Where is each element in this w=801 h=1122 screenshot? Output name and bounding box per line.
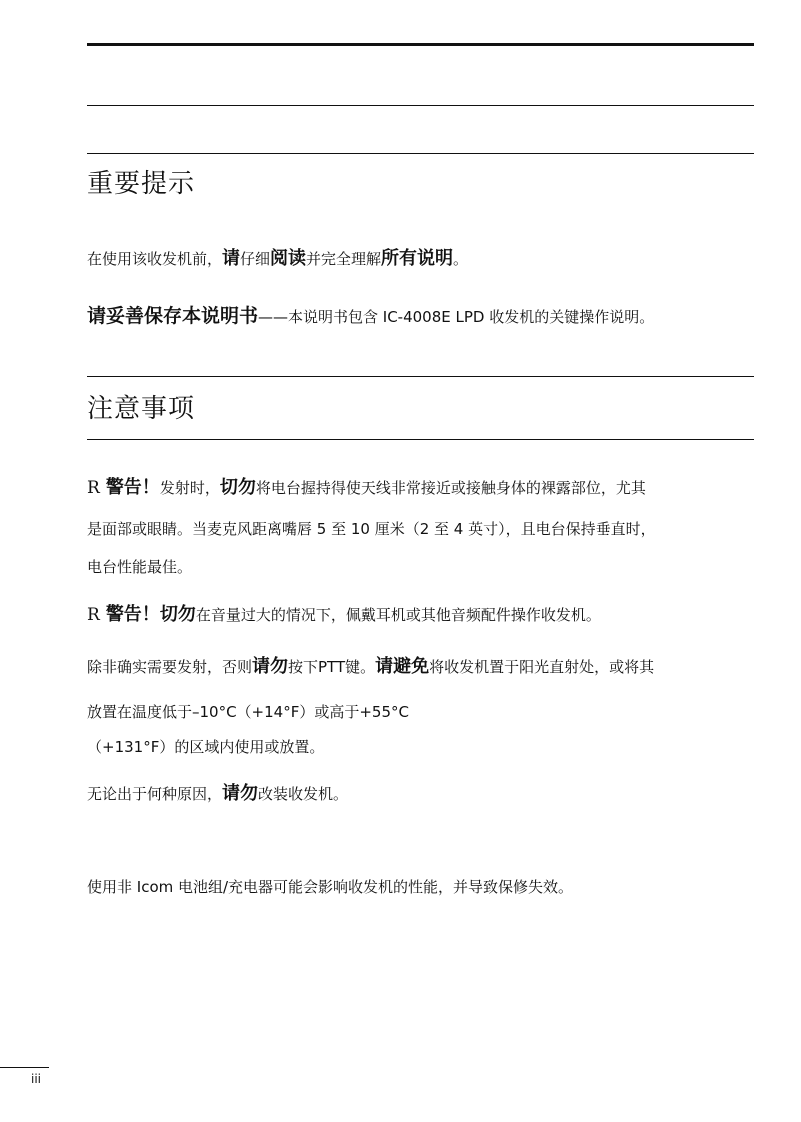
top-rule — [87, 43, 754, 46]
footer-rule — [0, 1067, 49, 1068]
intro-paragraph: 在使用该收发机前，请仔细阅读并完全理解所有说明。 — [87, 248, 469, 269]
warning-label: 警告！ — [105, 477, 160, 498]
battery-paragraph: 使用非 Icom 电池组/充电器可能会影响收发机的性能，并导致保修失效。 — [87, 878, 574, 896]
transmit-paragraph-line-2: 放置在温度低于–10°C（+14°F）或高于+55°C — [87, 703, 409, 721]
warning-2: R 警告！切勿在音量过大的情况下，佩戴耳机或其他音频配件操作收发机。 — [87, 604, 601, 625]
warning-mark-icon: R — [87, 605, 100, 625]
warning-1-line-2: 是面部或眼睛。当麦克风距离嘴唇 5 至 10 厘米（2 至 4 英寸），且电台保持垂直时， — [87, 520, 656, 538]
warning-mark-icon: R — [87, 478, 100, 498]
keep-manual-paragraph: 请妥善保存本说明书——本说明书包含 IC-4008E LPD 收发机的关键操作说明。 — [87, 305, 655, 327]
page-number: iii — [31, 1072, 42, 1086]
transmit-paragraph-line-3: （+131°F）的区域内使用或放置。 — [87, 738, 325, 756]
section-rule-1 — [87, 153, 754, 154]
warning-1: R 警告！发射时，切勿将电台握持得使天线非常接近或接触身体的裸露部位，尤其 — [87, 477, 646, 498]
section-rule-2 — [87, 376, 754, 377]
warning-1-line-3: 电台性能最佳。 — [87, 558, 193, 576]
section-rule-3 — [87, 439, 754, 440]
header-rule — [87, 105, 754, 106]
transmit-paragraph: 除非确实需要发射，否则请勿按下PTT键。请避免将收发机置于阳光直射处，或将其 — [87, 656, 655, 677]
modify-paragraph: 无论出于何种原因，请勿改装收发机。 — [87, 783, 349, 804]
warning-label: 警告！ — [105, 604, 160, 625]
section-title-important: 重要提示 — [87, 169, 196, 199]
section-title-precautions: 注意事项 — [87, 394, 196, 424]
